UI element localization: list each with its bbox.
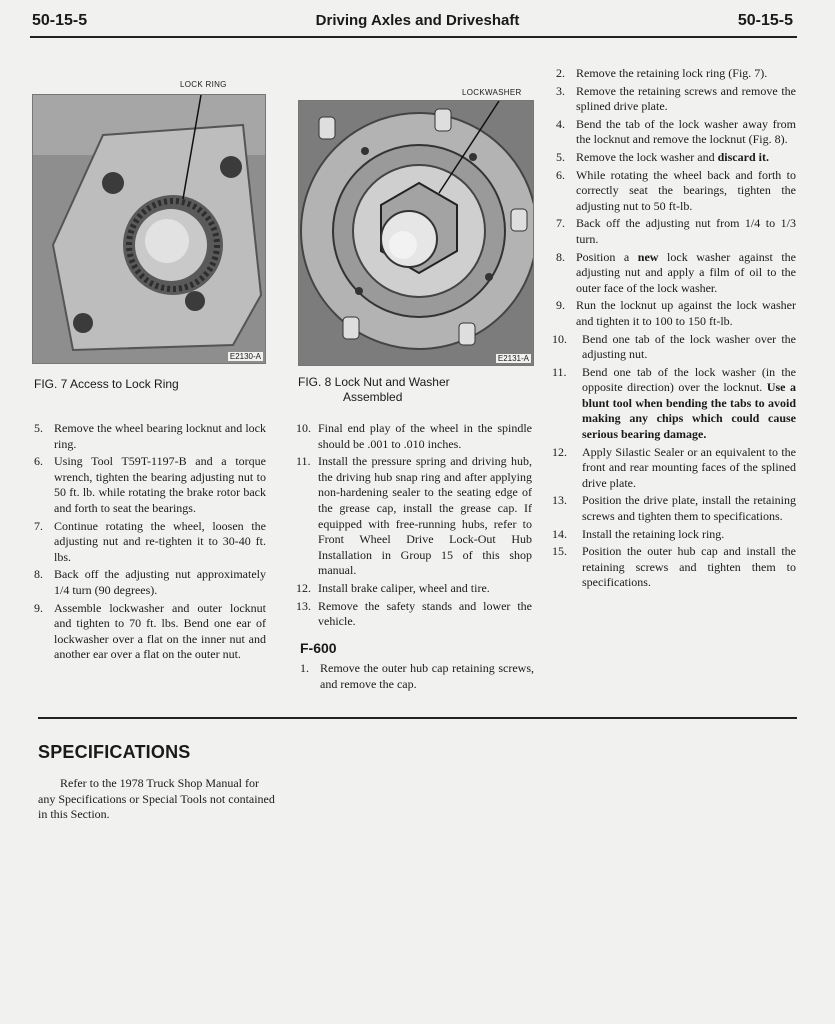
list-item: 1. Remove the outer hub cap retaining screws, and remove the cap. <box>300 661 534 691</box>
list-item: 8. Position a new lock washer against the adjusting nut and apply a film of oil to the outer face of the lock washer. <box>556 249 797 295</box>
specifications-heading: SPECIFICATIONS <box>38 742 191 762</box>
fig7-id: E2130-A <box>229 352 261 361</box>
fig8-illustration <box>299 101 533 365</box>
list-item: 5. Remove the lock washer and discard it. <box>556 149 769 164</box>
page-number-right: 50-15-5 <box>737 12 793 29</box>
list-item: 11. Bend one tab of the lock washer (in the opposite direction) over the locknut. Use a blunt tool when bending the tabs to avoid making any chips which could cause serious bearing damage. <box>552 364 796 442</box>
column-1 <box>34 421 266 665</box>
list-item: 12. Apply Silastic Sealer or an equivalent to the front and rear mounting faces of the splined drive plate. <box>552 444 796 490</box>
list-item: 10. Final end play of the wheel in the spindle should be .001 to .010 inches. <box>296 421 532 451</box>
col1-steps <box>34 421 266 663</box>
list-item: 12. Install brake caliper, wheel and tire. <box>296 580 490 595</box>
list-item: 13. Position the drive plate, install the retaining screws and tighten them to specifications. <box>552 493 796 524</box>
fig7-photo <box>32 94 266 364</box>
list-item: 6. Using Tool T59T-1197-B and a torque wrench, tighten the bearing adjusting nut to 50 ft. lb. while rotating the brake rotor back and forth to seat the bearings. <box>34 454 266 515</box>
fig8-callout-label: LOCKWASHER <box>462 88 522 97</box>
list-item: 7. Continue rotating the wheel, loosen the adjusting nut and re-tighten it to 30-40 ft. lbs. <box>34 518 266 564</box>
header-rule <box>30 36 797 38</box>
list-item: 5. Remove the wheel bearing locknut and lock ring. <box>34 421 266 451</box>
list-item: 7. Back off the adjusting nut from 1/4 to 1/3 turn. <box>556 216 796 246</box>
list-item: 13. Remove the safety stands and lower the vehicle. <box>296 598 532 629</box>
fig8-caption <box>298 375 538 405</box>
col3-steps <box>552 66 797 591</box>
list-item: 9. Run the locknut up against the lock washer and tighten it to 100 to 150 ft-lb. <box>556 298 796 328</box>
f600-heading: F-600 <box>300 640 337 656</box>
fig7-caption: FIG. 7 Access to Lock Ring <box>34 377 179 391</box>
fig7-illustration <box>33 95 265 363</box>
section-rule <box>38 717 797 719</box>
f600-steps <box>300 661 534 694</box>
fig8-photo <box>298 100 534 366</box>
specifications-text: Refer to the 1978 Truck Shop Manual for any Specifications or Special Tools not contained in this Section. <box>38 776 275 822</box>
fig8-caption-line1: FIG. 8 Lock Nut and Washer <box>298 375 450 389</box>
column-2 <box>296 421 532 632</box>
list-item: 4. Bend the tab of the lock washer away from the locknut and remove the locknut (Fig. 8). <box>556 116 796 147</box>
fig8-id: E2131-A <box>497 354 529 363</box>
page-number-left: 50-15-5 <box>32 12 88 29</box>
list-item: 11. Install the pressure spring and driving hub, the driving hub snap ring and after applying non-hardening sealer to the seating edge of the grease cap, install the grease cap. If equipped with free-running hubs, refer to Front Wheel Drive Lock-Out Hub Installation in Group 15 of this shop manual. <box>296 454 532 578</box>
list-item: 6. While rotating the wheel back and forth to correctly seat the bearings, tighten the adjusting nut to 50 ft-lb. <box>556 167 796 213</box>
column-3 <box>552 66 797 593</box>
list-item: 10. Bend one tab of the lock washer over the adjusting nut. <box>552 331 796 362</box>
list-item: 3. Remove the retaining screws and remove the splined drive plate. <box>556 83 796 114</box>
list-item: 2. Remove the retaining lock ring (Fig. 7). <box>556 66 768 80</box>
fig7-callout-label: LOCK RING <box>180 80 227 89</box>
list-item: 14. Install the retaining lock ring. <box>552 526 725 541</box>
list-item: 15. Position the outer hub cap and install the retaining screws and tighten them to specifications. <box>552 544 796 590</box>
fig8-caption-line2: Assembled <box>343 390 403 404</box>
col2-steps <box>296 421 532 630</box>
list-item: 8. Back off the adjusting nut approximately 1/4 turn (90 degrees). <box>34 567 266 597</box>
list-item: 9. Assemble lockwasher and outer locknut and tighten to 70 ft. lbs. Bend one ear of lockwasher over a flat on the inner nut and another ear over a flat on the outer nut. <box>34 600 266 662</box>
page-title: Driving Axles and Driveshaft <box>315 12 520 29</box>
